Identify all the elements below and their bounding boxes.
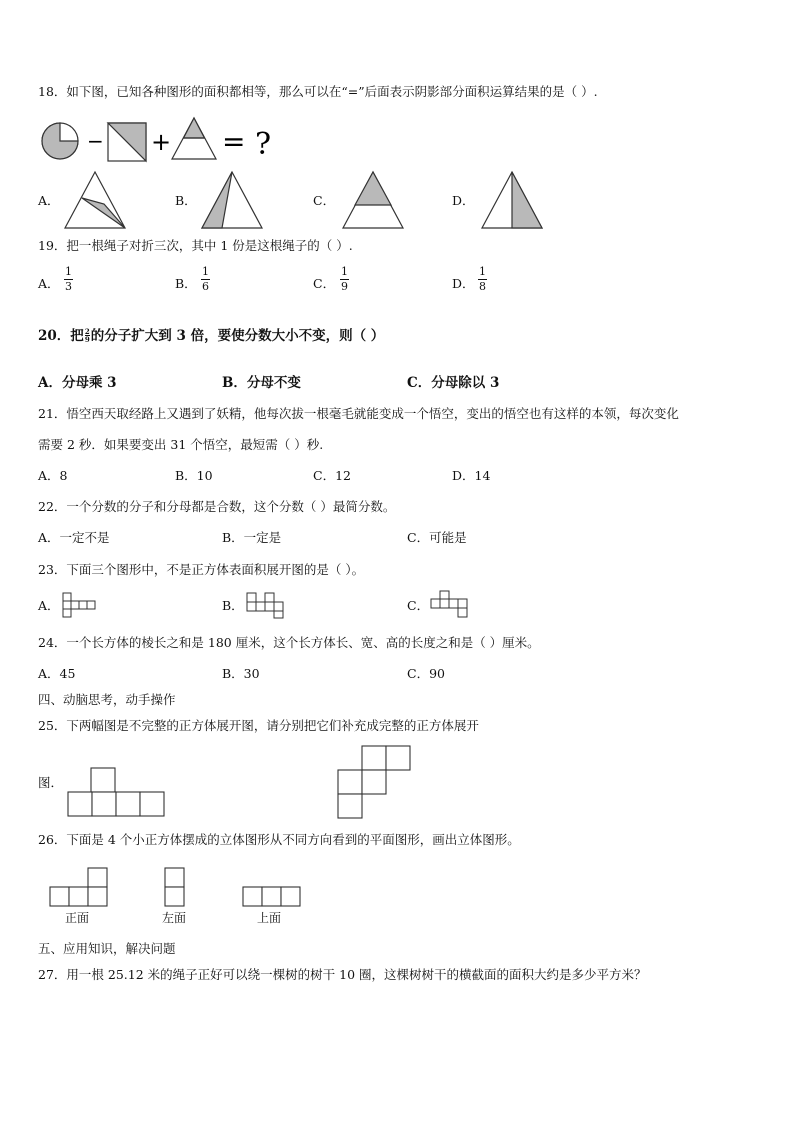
q19-option-d-label[interactable]: D． (452, 276, 475, 291)
q24-option-b[interactable]: B．30 (222, 666, 260, 681)
q18-option-d-figure[interactable] (480, 170, 544, 230)
q19-option-a-fraction[interactable]: 1 3 (65, 265, 72, 293)
q23-option-a-label[interactable]: A． (38, 598, 60, 613)
q18-option-d-label[interactable]: D． (452, 193, 475, 208)
q21-option-d[interactable]: D．14 (452, 468, 491, 483)
minus-sign: − (87, 129, 104, 153)
q18-option-a-figure[interactable] (63, 170, 127, 230)
q18-option-b-label[interactable]: B． (175, 193, 197, 208)
q19-stem: 19．把一根绳子对折三次，其中 1 份是这根绳子的（ ）. (38, 238, 353, 253)
q27-stem: 27．用一根 25.12 米的绳子正好可以绕一棵树的树干 10 圈，这棵树树干的横截面的面积大约是多少平方米？ (38, 967, 647, 982)
q19-option-c-fraction[interactable]: 1 9 (341, 265, 348, 293)
q25-incomplete-net-1 (67, 767, 167, 819)
q21-stem-line2: 需要 2 秒．如果要变出 31 个悟空，最短需（ ）秒. (38, 437, 324, 452)
q19-option-a-label[interactable]: A． (38, 276, 60, 291)
q19-option-b-label[interactable]: B． (175, 276, 197, 291)
q23-option-b-label[interactable]: B． (222, 598, 244, 613)
q20-fraction: $\frac{2}{9}$ (84, 327, 90, 344)
q26-stem: 26．下面是 4 个小正方体摆成的立体图形从不同方向看到的平面图形，画出立体图形。 (38, 832, 520, 847)
q25-stem-tail: 图． (38, 775, 64, 790)
q23-stem: 23．下面三个图形中，不是正方体表面积展开图的是（ ）。 (38, 562, 365, 577)
q22-option-b[interactable]: B．一定是 (222, 530, 282, 545)
q18-stem: 18．如下图，已知各种图形的面积都相等，那么可以在“=”后面表示阴影部分面积运算结果的是（ ）. (38, 84, 598, 99)
q18-option-c-figure[interactable] (341, 170, 405, 230)
q21-option-c[interactable]: C．12 (313, 468, 351, 483)
q23-option-b-net[interactable] (246, 592, 290, 618)
plus-sign: + (151, 128, 172, 156)
section-5-heading: 五、应用知识，解决问题 (38, 941, 176, 956)
q18-option-a-label[interactable]: A． (38, 193, 60, 208)
q19-option-d-fraction[interactable]: 1 8 (479, 265, 486, 293)
q19-option-c-label[interactable]: C． (313, 276, 336, 291)
q18-option-c-label[interactable]: C． (313, 193, 336, 208)
q24-stem: 24．一个长方体的棱长之和是 180 厘米，这个长方体长、宽、高的长度之和是（ ）厘米。 (38, 635, 540, 650)
question-mark: ? (255, 127, 272, 162)
square-shape (108, 123, 146, 161)
q26-front-view-caption: 正面 (65, 911, 90, 925)
q20-option-c[interactable]: C．分母除以 3 (407, 375, 500, 391)
q25-incomplete-net-2 (337, 745, 413, 821)
circle-shape (42, 123, 78, 159)
q21-stem-line1: 21．悟空西天取经路上又遇到了妖精，他每次拔一根毫毛就能变成一个悟空，变出的悟空也有这样的本领，每次变化 (38, 406, 679, 421)
q23-option-c-label[interactable]: C． (407, 598, 430, 613)
q20-option-b[interactable]: B．分母不变 (222, 375, 301, 391)
q20-stem: 20．把 $\frac{2}{9}$ 的分子扩大到 3 倍，要使分数大小不变，则（ ） (38, 327, 385, 344)
q23-option-a-net[interactable] (62, 592, 104, 618)
q21-option-a[interactable]: A．8 (38, 468, 68, 483)
q19-option-b-fraction[interactable]: 1 6 (202, 265, 209, 293)
q26-top-view (241, 886, 303, 910)
q21-option-b[interactable]: B．10 (175, 468, 213, 483)
q18-option-b-figure[interactable] (200, 170, 264, 230)
q20-option-a[interactable]: A．分母乘 3 (38, 375, 117, 391)
q26-left-view-caption: 左面 (162, 911, 187, 925)
q18-equation-figure (40, 115, 340, 165)
q23-option-c-net[interactable] (430, 590, 478, 618)
q22-option-a[interactable]: A．一定不是 (38, 530, 110, 545)
section-4-heading: 四、动脑思考，动手操作 (38, 692, 176, 707)
q22-stem: 22．一个分数的分子和分母都是合数，这个分数（ ）最简分数。 (38, 499, 396, 514)
q26-front-view (48, 867, 110, 909)
q25-stem: 25．下两幅图是不完整的正方体展开图，请分别把它们补充成完整的正方体展开 (38, 718, 479, 733)
equals-sign: = (222, 125, 246, 158)
q24-option-c[interactable]: C．90 (407, 666, 445, 681)
q24-option-a[interactable]: A．45 (38, 666, 76, 681)
triangle-shape (172, 118, 216, 159)
q26-left-view (163, 867, 187, 909)
q26-top-view-caption: 上面 (257, 911, 282, 925)
q22-option-c[interactable]: C．可能是 (407, 530, 467, 545)
